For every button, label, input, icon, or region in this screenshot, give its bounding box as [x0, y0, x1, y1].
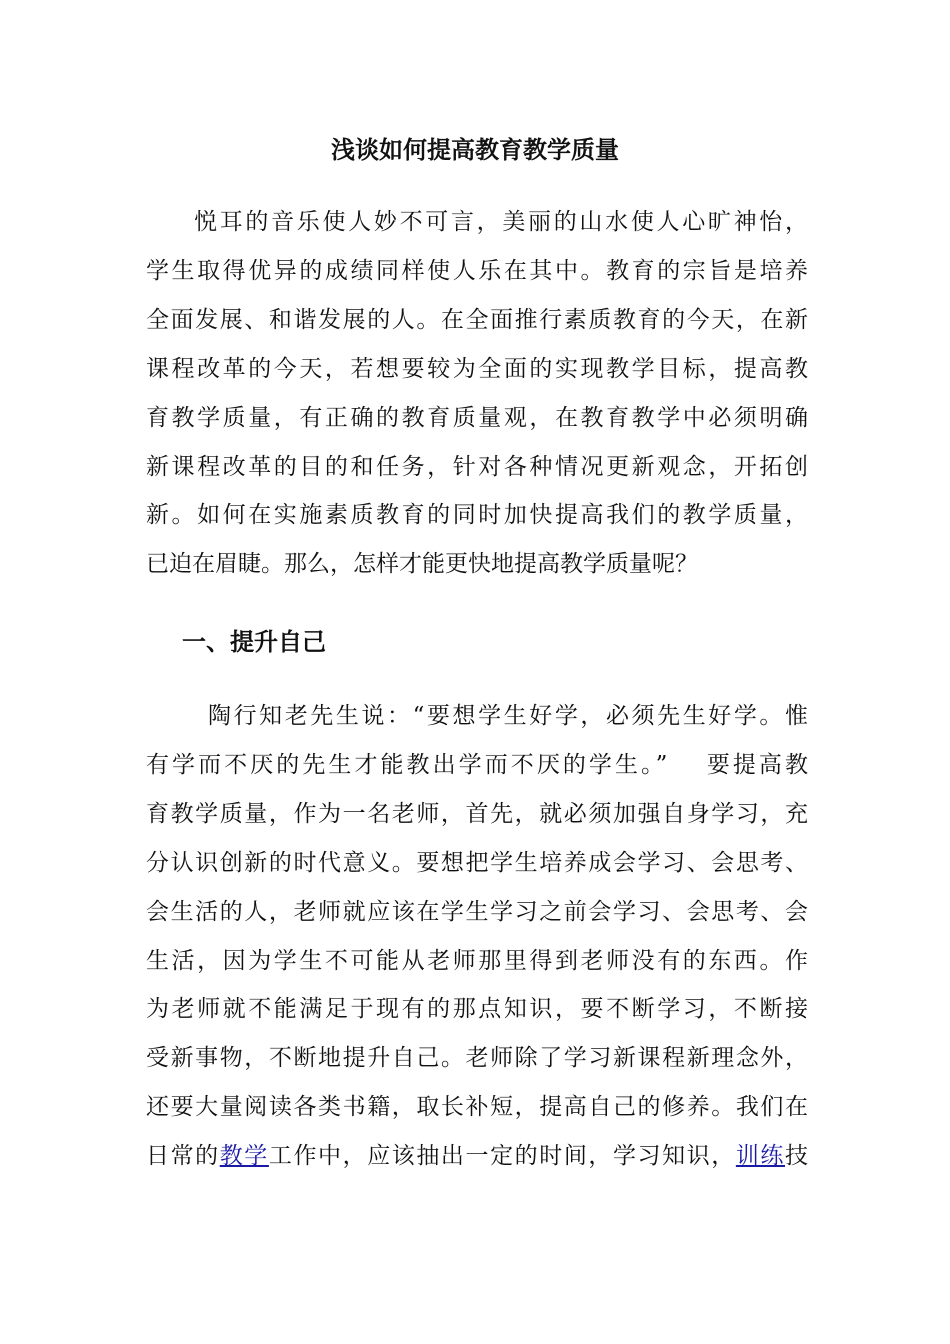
- section-1-paragraph: [146, 692, 808, 1181]
- link-teaching[interactable]: 教学: [219, 1143, 269, 1170]
- text-segment: 技: [785, 1143, 809, 1170]
- text-segment: 日常的: [146, 1143, 220, 1170]
- paragraph-line: 新课程改革的目的和任务，针对各种情况更新观念，开拓创: [146, 453, 808, 480]
- paragraph-line: 学生取得优异的成绩同样使人乐在其中。教育的宗旨是培养: [146, 257, 808, 284]
- section-heading-1: 一、提升自己: [182, 627, 326, 656]
- paragraph-line: 全面发展、和谐发展的人。在全面推行素质教育的今天，在新: [146, 306, 808, 333]
- paragraph-line-with-links: [146, 1132, 808, 1181]
- paragraph-line: 育教学质量，有正确的教育质量观，在教育教学中必须明确: [146, 404, 808, 431]
- paragraph-line: 受新事物，不断地提升自己。老师除了学习新课程新理念外，: [146, 1045, 808, 1072]
- paragraph-line: 为老师就不能满足于现有的那点知识，要不断学习，不断接: [146, 996, 808, 1023]
- paragraph-line: 课程改革的今天，若想要较为全面的实现教学目标，提高教: [146, 355, 808, 382]
- document-title: 浅谈如何提高教育教学质量: [331, 135, 619, 164]
- intro-paragraph: [146, 198, 808, 589]
- paragraph-line: 悦耳的音乐使人妙不可言，美丽的山水使人心旷神怡，: [194, 209, 808, 235]
- paragraph-line: 有学而不厌的先生才能教出学而不厌的学生。” 要提高教: [146, 751, 808, 778]
- paragraph-line: 已迫在眉睫。那么，怎样才能更快地提高教学质量呢？: [146, 551, 698, 578]
- paragraph-line: 新。如何在实施素质教育的同时加快提高我们的教学质量，: [146, 502, 808, 529]
- paragraph-line: 生活，因为学生不可能从老师那里得到老师没有的东西。作: [146, 947, 808, 974]
- link-training[interactable]: 训练: [735, 1143, 786, 1170]
- paragraph-line: 还要大量阅读各类书籍，取长补短，提高自己的修养。我们在: [146, 1094, 808, 1121]
- paragraph-line: 分认识创新的时代意义。要想把学生培养成会学习、会思考、: [146, 849, 808, 876]
- paragraph-line: 陶行知老先生说：“要想学生好学，必须先生好学。惟: [208, 703, 808, 729]
- text-segment: 工作中，应该抽出一定的时间，学习知识，: [268, 1143, 736, 1170]
- paragraph-line: 育教学质量，作为一名老师，首先，就必须加强自身学习，充: [146, 800, 808, 827]
- paragraph-line: 会生活的人，老师就应该在学生学习之前会学习、会思考、会: [146, 898, 808, 925]
